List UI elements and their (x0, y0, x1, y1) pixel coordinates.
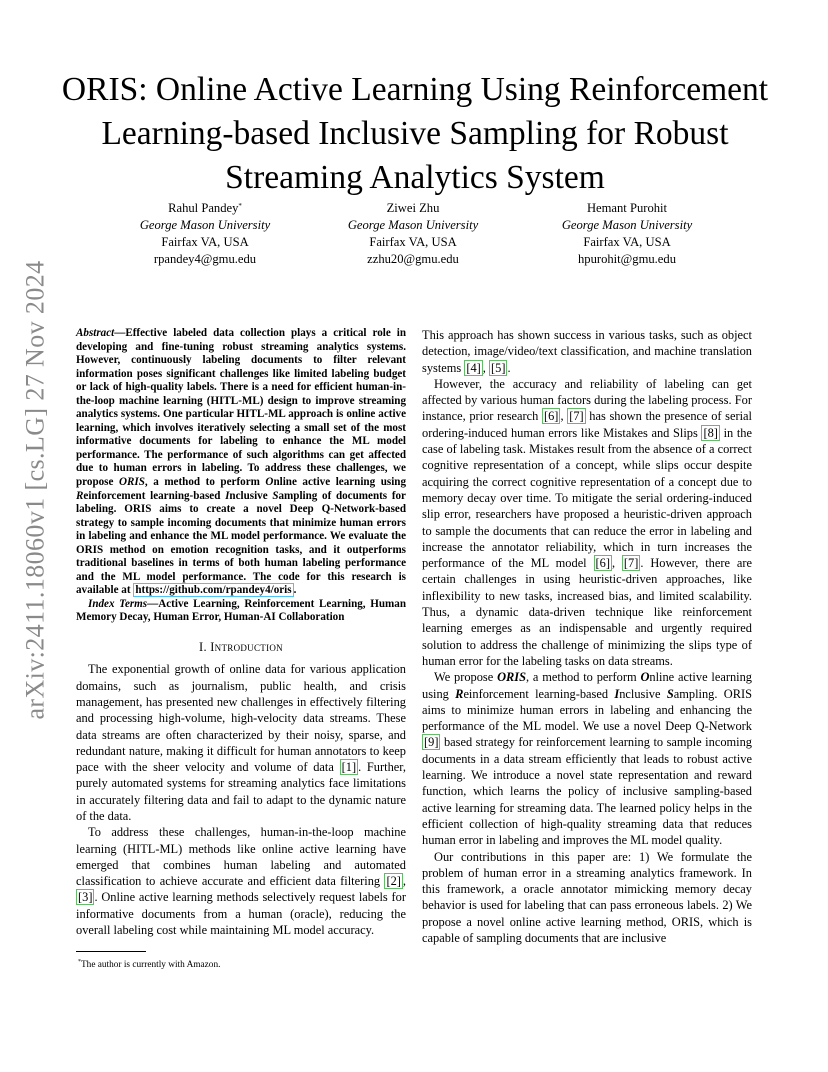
citation-link[interactable]: [2] (386, 874, 401, 889)
author-email: zzhu20@gmu.edu (367, 252, 459, 266)
index-terms: Index Terms—Active Learning, Reinforcement Learning, Human Memory Decay, Human Error, Human-AI Collaboration (76, 597, 406, 624)
author-affiliation: George Mason University (561, 218, 693, 232)
author-2 (303, 200, 523, 268)
author-1 (95, 200, 315, 268)
right-column (422, 327, 752, 946)
left-column (76, 327, 406, 938)
intro-paragraph-5: Our contributions in this paper are: 1) We formulate the problem of human error in a streaming analytics framework. In this framework, a oracle annotator mimicking memory decay behavior is used for labeling that can pass erroneous labels. 2) We propose a novel online active learning method, ORIS, which is capable of sampling documents that are inclusive (422, 849, 752, 945)
citation-link[interactable]: [5] (491, 360, 506, 375)
author-location: Fairfax VA, USA (161, 235, 249, 249)
footnote: *The author is currently with Amazon. (78, 959, 221, 971)
citation-link[interactable]: [3] (78, 890, 93, 905)
author-affiliation: George Mason University (139, 218, 271, 232)
code-repository-link[interactable]: https://github.com/rpandey4/oris (135, 584, 292, 597)
intro-paragraph-3: However, the accuracy and reliability of labeling can get affected by various human factors during the labeling process. For instance, prior research [6] , [7] has shown the presence of serial ordering-induced human errors like Mistakes and Slips [8] in the case of labeling task. Mistakes result from the absence of a correct cognitive representation of a concept, while slips occur despite acquiring the correct cognitive representation of a concept due to memory decay over time. To mitigate the serial ordering-induced slip error, researchers have proposed a heuristic-driven approach to sample the documents that can reduce the error in labeling and increase the annotator reliability, which in turn increases the performance of the ML model [6] , [7] . However, there are certain challenges in using heuristic-driven approaches, like inflexibility to new tasks, increased bias, and limited scalability. Thus, a dynamic data-driven technique like reinforcement learning emerges as an indispensable and urgently required solution to address the challenge of minimizing the slips type of human error for the labeling tasks on data streams. (422, 376, 752, 668)
citation-link[interactable]: [8] (703, 425, 718, 440)
citation-link[interactable]: [6] (543, 409, 559, 424)
abstract: Abstract—Effective labeled data collection plays a critical role in developing and fine-tuning robust streaming analytics systems. However, continuously labeling documents to filter relevant information poses significant challenges like limited labeling budget or lack of high-quality labels. There is a need for efficient human-in-the-loop machine learning (HITL-ML) design to improve streaming analytics systems. One particular HITL-ML approach is online active learning, which involves iteratively selecting a small set of the most informative documents for labeling to enhance the ML model performance. The performance of such algorithms can get affected due to human errors in labeling. To address these challenges, we propose ORIS, a method to perform Online active learning using Reinforcement learning-based Inclusive Sampling of documents for labeling. ORIS aims to create a novel Deep Q-Network-based strategy to sample incoming documents that minimize human errors in labeling and enhance the ML model performance. We evaluate the ORIS method on emotion recognition tasks, and it outperforms traditional baselines in terms of both human labeling performance and the ML model performance. The code for this research is available at https://github.com/rpandey4/oris . (76, 327, 407, 597)
paper-title: ORIS: Online Active Learning Using Reinforcement Learning-based Inclusive Sampling for Robust Streaming Analytics System (61, 71, 769, 196)
citation-link[interactable]: [7] (569, 409, 584, 424)
intro-paragraph-continued: This approach has shown success in various tasks, such as object detection, image/video/text classification, and machine translation systems [4] , [5] . (422, 328, 752, 375)
intro-paragraph-2: To address these challenges, human-in-the-loop machine learning (HITL-ML) methods like online active learning have emerged that combines human labeling and automated classification to achieve accurate and efficient data filtering [2] , [3] . Online active learning methods selectively request labels for informative documents from a human (oracle), reducing the overall labeling cost while maintaining ML model accuracy. (76, 825, 406, 938)
author-email: hpurohit@gmu.edu (578, 252, 676, 266)
citation-link[interactable]: [6] (595, 556, 610, 571)
section-heading-introduction: I. Introduction (199, 640, 283, 655)
author-name: Hemant Purohit (586, 201, 668, 215)
citation-link[interactable]: [1] (341, 760, 357, 775)
intro-paragraph-1: The exponential growth of online data for various application domains, such as journalism, public health, and crisis management, has presented new challenges in effectively filtering and processing high-volume, high-velocity data streams. These data streams are often characterized by their noisy, sparse, and redundant nature, making it difficult for human annotators to keep pace with the sheer velocity and volume of data [1] . Further, purely automated systems for streaming analytics face limitations in accurately filtering data and fail to adapt to the dynamic nature of the data. (76, 662, 406, 823)
footnote-divider (76, 951, 146, 952)
author-location: Fairfax VA, USA (369, 235, 457, 249)
intro-paragraph-4: We propose ORIS, a method to perform Online active learning using Reinforcement learning-based Inclusive Sampling. ORIS aims to minimize human errors in labeling and enhancing the performance of the ML model. We use a novel Deep Q-Network [9] based strategy for reinforcement learning to sample incoming documents in a data stream efficiently that leads to robust active learning. We introduce a novel state representation and reward function, which learns the policy of inclusive sampling-based active learning for streaming data. The learned policy helps in the efficient collection of high-quality streaming data that reduces human error in labeling and improves the ML model quality. (422, 670, 752, 848)
author-3 (517, 200, 737, 268)
arxiv-identifier-stamp (20, 260, 52, 720)
author-block (0, 200, 828, 270)
abstract-label: Abstract (76, 327, 115, 339)
index-terms-label: Index Terms (88, 597, 148, 610)
arxiv-identifier-text: arXiv:2411.18060v1 [cs.LG] 27 Nov 2024 (21, 260, 51, 720)
citation-link[interactable]: [9] (424, 735, 439, 750)
author-email: rpandey4@gmu.edu (153, 252, 257, 266)
citation-link[interactable]: [7] (623, 556, 639, 571)
author-name: Rahul Pandey* (168, 201, 242, 215)
citation-link[interactable]: [4] (466, 360, 481, 375)
author-location: Fairfax VA, USA (583, 235, 671, 249)
author-affiliation: George Mason University (347, 218, 479, 232)
author-name: Ziwei Zhu (386, 201, 440, 215)
